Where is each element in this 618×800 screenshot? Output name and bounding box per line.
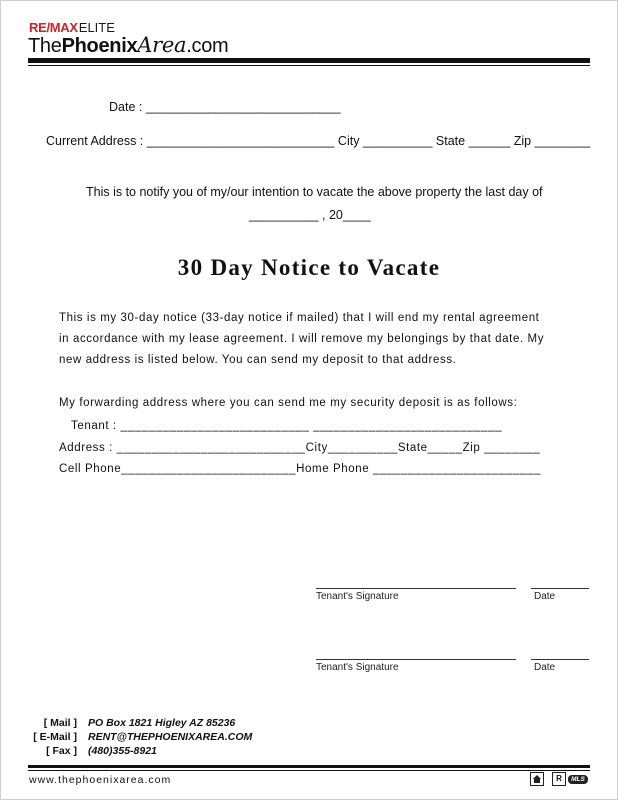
footer-rule-thin bbox=[28, 770, 590, 771]
signature-label-1: Tenant's Signature bbox=[316, 591, 399, 602]
vacate-date-line[interactable]: __________ , 20____ bbox=[249, 208, 371, 222]
footer-rule-thick bbox=[28, 765, 590, 768]
phone-field-line[interactable]: Cell Phone_________________________Home Phone ________________________ bbox=[59, 463, 541, 475]
header-rule-thick bbox=[28, 58, 590, 63]
signature-label-2: Tenant's Signature bbox=[316, 662, 399, 673]
site-logo bbox=[28, 33, 228, 58]
site-area: Area bbox=[137, 33, 187, 57]
current-address-line[interactable]: Current Address : ___________________________ City __________ State ______ Zip ________ bbox=[46, 134, 591, 148]
fax-value: (480)355-8921 bbox=[88, 745, 157, 757]
email-label: [ E-Mail ] bbox=[33, 731, 77, 743]
body-line-3: new address is listed below. You can send my deposit to that address. bbox=[59, 354, 457, 366]
site-phoenix: Phoenix bbox=[61, 35, 138, 57]
signature-date-label-1: Date bbox=[534, 591, 556, 602]
signature-date-line-1[interactable] bbox=[531, 588, 589, 589]
notify-statement: This is to notify you of my/our intention to vacate the above property the last day of bbox=[86, 185, 543, 199]
email-value[interactable]: RENT@THEPHOENIXAREA.COM bbox=[88, 731, 253, 743]
fax-label: [ Fax ] bbox=[46, 745, 77, 757]
brand-re: RE/ bbox=[29, 20, 50, 35]
forwarding-statement: My forwarding address where you can send me my security deposit is as follows: bbox=[59, 397, 518, 409]
body-line-2: in accordance with my lease agreement. I will remove my belongings by that date. My bbox=[59, 333, 545, 345]
website-link[interactable]: www.thephoenixarea.com bbox=[29, 774, 172, 786]
mail-label: [ Mail ] bbox=[43, 717, 77, 729]
forwarding-address-line[interactable]: Address : ___________________________City__________State_____Zip ________ bbox=[59, 442, 541, 454]
mls-icon: MLS bbox=[568, 775, 588, 784]
date-field-line[interactable]: Date : ____________________________ bbox=[109, 100, 341, 114]
brand-elite: ELITE bbox=[78, 20, 115, 35]
signature-date-line-2[interactable] bbox=[531, 659, 589, 660]
header-rule-thin bbox=[28, 65, 590, 66]
tenant-field-line[interactable]: Tenant : ___________________________ ___________________________ bbox=[71, 420, 503, 432]
site-the: The bbox=[28, 35, 62, 57]
signature-line-2[interactable] bbox=[316, 659, 516, 660]
mail-value: PO Box 1821 Higley AZ 85236 bbox=[88, 717, 236, 729]
realtor-icon: R bbox=[552, 772, 566, 786]
signature-line-1[interactable] bbox=[316, 588, 516, 589]
site-dotcom: .com bbox=[186, 35, 229, 57]
body-line-1: This is my 30-day notice (33-day notice if mailed) that I will end my rental agreement bbox=[59, 312, 540, 324]
brand-max: MAX bbox=[49, 20, 78, 35]
equal-housing-icon bbox=[530, 772, 544, 786]
page-title: 30 Day Notice to Vacate bbox=[177, 255, 441, 280]
signature-date-label-2: Date bbox=[534, 662, 556, 673]
